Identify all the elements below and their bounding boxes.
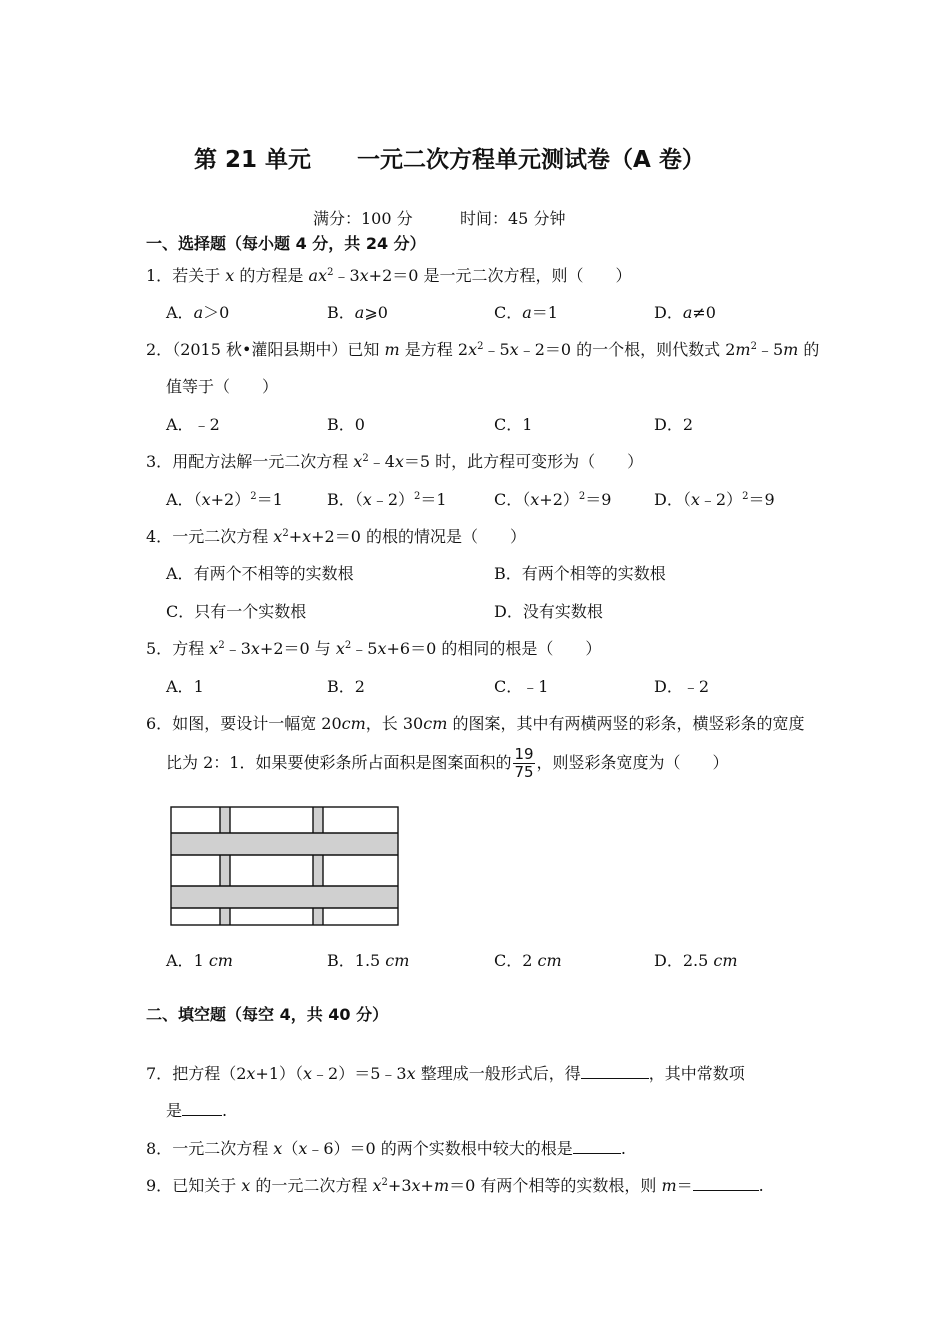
option-c: C．1 xyxy=(494,415,533,434)
full-score: 满分：100 分 xyxy=(313,209,413,228)
option-b: B．（x﹣2）$^2$＝1 xyxy=(327,490,447,509)
option-d: D．（x﹣2）$^2$＝9 xyxy=(654,490,775,509)
option-c: C．﹣1 xyxy=(494,677,549,696)
question-2-continued: 值等于（ ） xyxy=(166,377,279,396)
option-a: A．有两个不相等的实数根 xyxy=(166,564,354,583)
option-b: B．0 xyxy=(327,415,365,434)
option-b: B．a⩾0 xyxy=(327,303,388,322)
option-b: B．2 xyxy=(327,677,365,696)
option-a: A．﹣2 xyxy=(166,415,220,434)
option-a: A．1 cm xyxy=(166,951,233,970)
stripe-pattern-figure xyxy=(170,806,400,926)
option-c: C．只有一个实数根 xyxy=(166,602,307,621)
horizontal-stripe xyxy=(171,886,398,908)
option-d: D．没有实数根 xyxy=(494,602,603,621)
answer-blank[interactable] xyxy=(573,1137,621,1154)
option-c: C．a＝1 xyxy=(494,303,558,322)
answer-blank[interactable] xyxy=(693,1174,759,1191)
answer-blank[interactable] xyxy=(182,1099,222,1116)
option-c: C．2 cm xyxy=(494,951,562,970)
question-7: 7．把方程（2x+1）（x﹣2）＝5﹣3x 整理成一般形式后，得 ，其中常数项 xyxy=(146,1064,745,1083)
section-heading-fill-in: 二、填空题（每空 4，共 40 分） xyxy=(146,1005,389,1024)
question-7-continued: 是 . xyxy=(166,1101,228,1120)
option-a: A．$(x+2)^2=1$ xyxy=(166,490,283,509)
option-b: B．有两个相等的实数根 xyxy=(494,564,666,583)
horizontal-stripe xyxy=(171,833,398,855)
fraction: $\frac{19}{75}$ xyxy=(514,745,534,781)
option-c: C．$(x+2)^2=9$ xyxy=(494,490,612,509)
question-2: 2．（2015 秋•灌阳县期中）已知 m 是方程 $2x^2﹣5x﹣2=0$ 的一个根，则代数式 $2m^2﹣5m$ 的 xyxy=(146,340,820,359)
option-d: D．2 xyxy=(654,415,694,434)
option-a: A．a＞0 xyxy=(166,303,230,322)
question-8: 8．一元二次方程 x（x﹣6）＝0 的两个实数根中较大的根是 . xyxy=(146,1139,626,1158)
option-b: B．1.5 cm xyxy=(327,951,410,970)
option-d: D．2.5 cm xyxy=(654,951,738,970)
question-9: 9．已知关于 x 的一元二次方程 $x^2+3x+m=0$ 有两个相等的实数根，则 m＝ . xyxy=(146,1176,764,1195)
option-a: A．1 xyxy=(166,677,204,696)
question-6-continued: 比为 2：1．如果要使彩条所占面积是图案面积的 $\frac{19}{75}$ ，则竖彩条宽度为（ ） xyxy=(166,745,729,781)
option-d: D．a≠0 xyxy=(654,303,716,322)
answer-blank[interactable] xyxy=(581,1062,649,1079)
section-heading-choice: 一、选择题（每小题 4 分，共 24 分） xyxy=(146,234,426,253)
question-6: 6．如图，要设计一幅宽 20cm，长 30cm 的图案，其中有两横两竖的彩条，横竖彩条的宽度 xyxy=(146,714,805,733)
question-3: 3．用配方法解一元二次方程 $x^2﹣4x=5$ 时，此方程可变形为（ ） xyxy=(146,452,644,471)
question-1: 1．若关于 x 的方程是 $ax^2﹣3x+2=0$ 是一元二次方程，则（ ） xyxy=(146,266,632,285)
time-limit: 时间：45 分钟 xyxy=(460,209,566,228)
page-title: 第 21 单元 一元二次方程单元测试卷（A 卷） xyxy=(194,147,705,173)
option-d: D．﹣2 xyxy=(654,677,710,696)
question-4: 4．一元二次方程 $x^2+x+2=0$ 的根的情况是（ ） xyxy=(146,527,526,546)
question-5: 5．方程 $x^2﹣3x+2=0$ 与 $x^2﹣5x+6=0$ 的相同的根是（ ） xyxy=(146,639,602,658)
